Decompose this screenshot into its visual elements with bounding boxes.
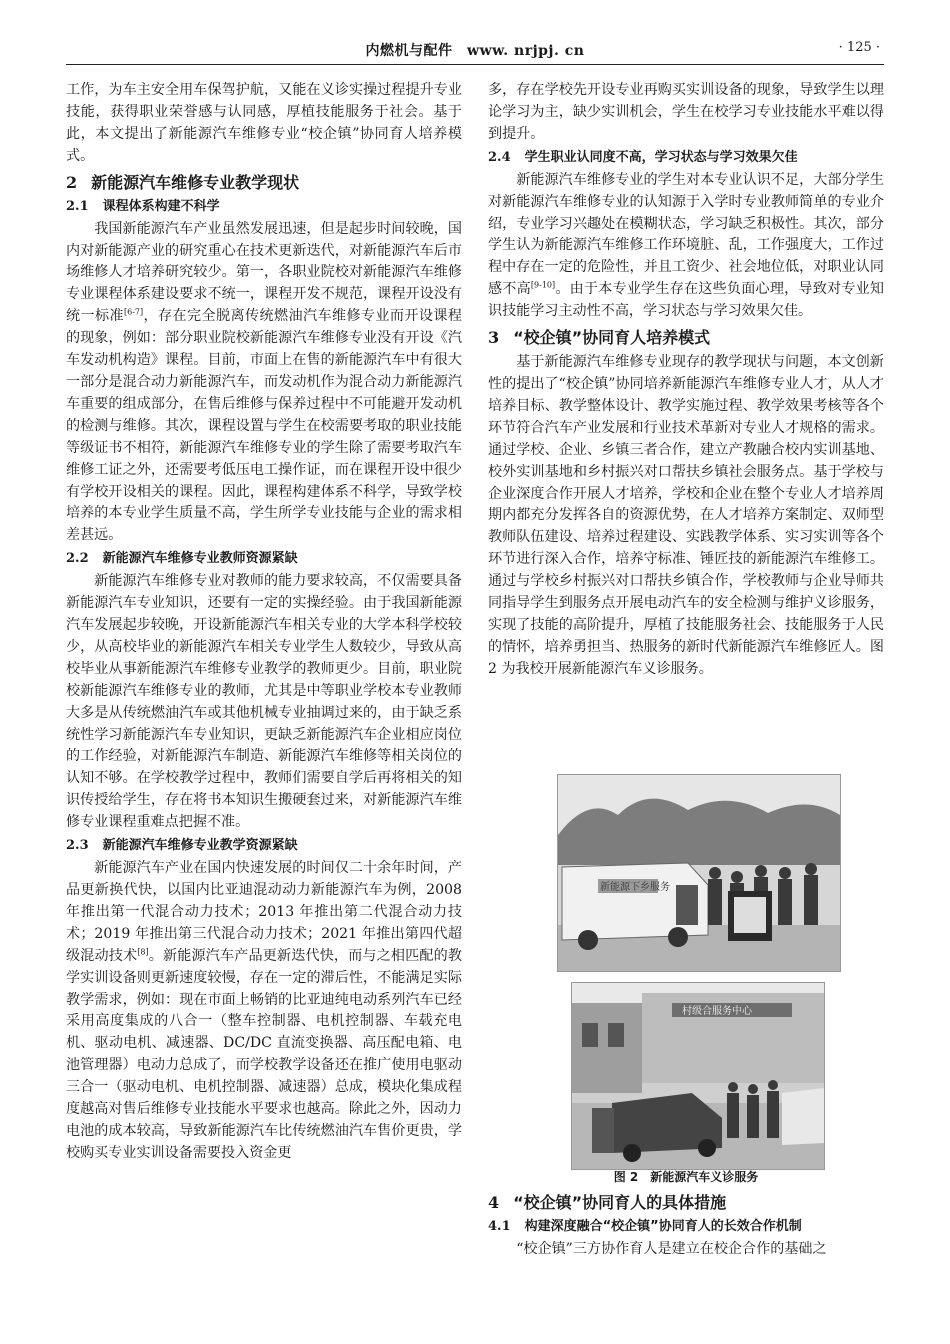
- subsection-number: 2.4: [488, 149, 511, 165]
- subsection-title: 学生职业认同度不高，学习状态与学习效果欠佳: [524, 149, 798, 165]
- text-span: 新能源汽车产业在国内快速发展的时间仅二十余年时间，产品更新换代快，以国内比亚迪混动动力新能源汽车为例，2008 年推出第一代混合动力技术；2013 年推出第二代混合动力技术；2019 年推出第三代混合动力技术；2021 年推出第四代超级混动技术: [66, 860, 462, 964]
- figure-2-caption: 图 2 新能源汽车义诊服务: [613, 1170, 759, 1184]
- figure-2-photo-top: [557, 774, 841, 972]
- left-column: [66, 80, 462, 1165]
- section-title: 新能源汽车维修专业教学现状: [91, 172, 300, 192]
- citation-8: [8]: [137, 947, 149, 957]
- subsection-title: 课程体系构建不科学: [102, 198, 220, 214]
- paragraph-2-3: [66, 858, 462, 1165]
- section-number: 3: [488, 328, 500, 348]
- subsection-title: 新能源汽车维修专业教师资源紧缺: [102, 551, 298, 567]
- subsection-number: 4.1: [488, 1219, 511, 1234]
- text-span: 。由于本专业学生存在这些负面心理，导致对专业知识技能学习主动性不高，学习状态与学习效果欠佳。: [488, 281, 885, 320]
- subsection-title: 构建深度融合“校企镇”协同育人的长效合作机制: [524, 1219, 802, 1234]
- figure-2-photo-bottom: [571, 982, 825, 1170]
- journal-title: 内燃机与配件 www. nrjpj. cn: [365, 43, 585, 59]
- building-sign-text: 村级合服务中心: [682, 1006, 752, 1017]
- text-span: ，存在完全脱离传统燃油汽车维修专业而开设课程的现象，例如：部分职业院校新能源汽车维修专业没有开设《汽车发动机构造》课程。目前，市面上在售的新能源汽车中有很大一部分是混合动力新能源汽车，而发动机作为混合动力新能源汽车重要的组成部分，在售后维修与保养过程中不可能避开发动机的检测与维修。其次，课程设置与学生在校需要考取的职业技能等级证书不相符，新能源汽车维修专业的学生除了需要考取汽车维修工证之外，还需要考低压电工操作证，而在课程开设中很少有学校开设相关的课程。因此，课程构建体系不科学，导致学校培养的本专业学生质量不高，学生所学专业技能与企业的需求相差甚远。: [66, 308, 463, 544]
- paragraph-3: 基于新能源汽车维修专业现存的教学现状与问题，本文创新性的提出了“校企镇”协同培养新能源汽车维修专业人才，从人才培养目标、教学整体设计、教学实施过程、教学效果考核等各个环节符合汽车产业发展和行业技术革新对专业人才规格的需求。通过学校、企业、乡镇三者合作，建立产教融合校内实训基地、校外实训基地和乡村振兴对口帮扶乡镇社会服务点。基于学校与企业深度合作开展人才培养，学校和企业在整个专业人才培养周期内都充分发挥各自的资源优势，在人才培养方案制定、双师型教师队伍建设、培养过程建设、实践教学体系、实习实训等各个环节进行深入合作，培养守标准、锤匠技的新能源汽车维修工。通过与学校乡村振兴对口帮扶乡镇合作，学校教师与企业导师共同指导学生到服务点开展电动汽车的安全检测与维护义诊服务，实现了技能的高阶提升，厚植了技能服务社会、技能服务于人民的情怀，培养勇担当、热服务的新时代新能源汽车维修匠人。图 2 为我校开展新能源汽车义诊服务。: [488, 354, 884, 677]
- right-column-bottom: [488, 1188, 884, 1261]
- page-number: · 125 ·: [838, 40, 880, 55]
- subsection-2-2-heading: [66, 549, 462, 569]
- citation-9-10: [9-10]: [530, 280, 556, 290]
- subsection-number: 2.3: [66, 838, 89, 854]
- section-4-heading: [488, 1192, 884, 1214]
- paragraph-4-1: “校企镇”三方协作育人是建立在校企合作的基础之: [516, 1241, 827, 1257]
- section-2-heading: [66, 172, 462, 194]
- subsection-2-1-heading: [66, 197, 462, 217]
- citation-6-7: [6-7]: [123, 307, 144, 317]
- subsection-2-3-heading: [66, 836, 462, 856]
- subsection-4-1-heading: [488, 1217, 884, 1237]
- paragraph-2-4: [488, 170, 884, 323]
- section-3-heading: [488, 327, 884, 349]
- section-title: “校企镇”协同育人培养模式: [513, 328, 711, 348]
- subsection-2-4-heading: [488, 148, 884, 168]
- paragraph-2-2: 新能源汽车维修专业对教师的能力要求较高，不仅需要具备新能源汽车专业知识，还要有一定的实操经验。由于我国新能源汽车发展起步较晚，开设新能源汽车相关专业的大学本科学校较少，从高校毕业的新能源汽车相关专业学生人数较少，导致从高校毕业从事新能源汽车维修专业教学的教师更少。目前，职业院校新能源汽车维修专业的教师，尤其是中等职业学校本专业教师大多是从传统燃油汽车或其他机械专业抽调过来的，由于缺乏系统性学习新能源汽车专业知识，更缺乏新能源汽车企业相应岗位的工作经验，对新能源汽车制造、新能源汽车维修等相关岗位的认知不够。在学校教学过程中，教师们需要自学后再将相关的知识传授给学生，存在将书本知识生搬硬套过来，对新能源汽车维修专业课程重难点把握不准。: [66, 573, 462, 831]
- section-number: 4: [488, 1193, 500, 1212]
- section-number: 2: [66, 172, 78, 192]
- photo-illustration: [572, 983, 824, 1169]
- text-span: 。新能源汽车产品更新迭代快，而与之相匹配的教学实训设备则更新速度较慢，存在一定的滞后性，不能满足实际教学需求，例如：现在市面上畅销的比亚迪纯电动系列汽车已经采用高度集成的八合一（整车控制器、电机控制器、车载充电机、驱动电机、减速器、DC/DC 直流变换器、高压配电箱、电池管理器）电动力总成了，而学校教学设备还在推广使用电驱动三合一（驱动电机、电机控制器、减速器）总成，模块化集成程度越高对售后维修专业技能水平要求也越高。除此之外，因动力电池的成本较高，导致新能源汽车比传统燃油汽车售价更贵，学校购买专业实训设备需要投入资金更: [66, 947, 462, 1161]
- page-header: [66, 38, 884, 65]
- photo-illustration: [558, 775, 840, 971]
- section-title: “校企镇”协同育人的具体措施: [513, 1193, 727, 1212]
- text-span: 新能源汽车维修专业的学生对本专业认识不足，大部分学生对新能源汽车维修专业的认知源于入学时专业教师简单的专业介绍，专业学习兴趣处在模糊状态，学习缺乏积极性。其次，部分学生认为新能源汽车维修工作环境脏、乱，工作强度大，工作过程中存在一定的危险性，并且工资少、社会地位低，对职业认同感不高: [488, 171, 884, 298]
- subsection-number: 2.2: [66, 551, 89, 567]
- van-banner-text: 新能源下乡服务: [600, 882, 670, 893]
- right-column: [488, 80, 884, 681]
- paragraph-intro-end: 工作，为车主安全用车保驾护航，又能在义诊实操过程提升专业技能，获得职业荣誉感与认同感，厚植技能服务于社会。基于此，本文提出了新能源汽车维修专业“校企镇”协同育人培养模式。: [66, 82, 462, 164]
- paragraph-2-3-continued: 多，存在学校先开设专业再购买实训设备的现象，导致学生以理论学习为主，缺少实训机会，学生在校学习专业技能水平难以得到提升。: [488, 82, 884, 142]
- subsection-number: 2.1: [66, 198, 89, 214]
- subsection-title: 新能源汽车维修专业教学资源紧缺: [102, 838, 298, 854]
- text-span: 我国新能源汽车产业虽然发展迅速，但是起步时间较晚，国内对新能源产业的研究重心在技术更新迭代，对新能源汽车后市场维修人才培养研究较少。第一，各职业院校对新能源汽车维修专业课程体系建设要求不统一，课程开发不规范，课程开设没有统一标准: [66, 220, 462, 325]
- paragraph-2-1: [66, 219, 462, 548]
